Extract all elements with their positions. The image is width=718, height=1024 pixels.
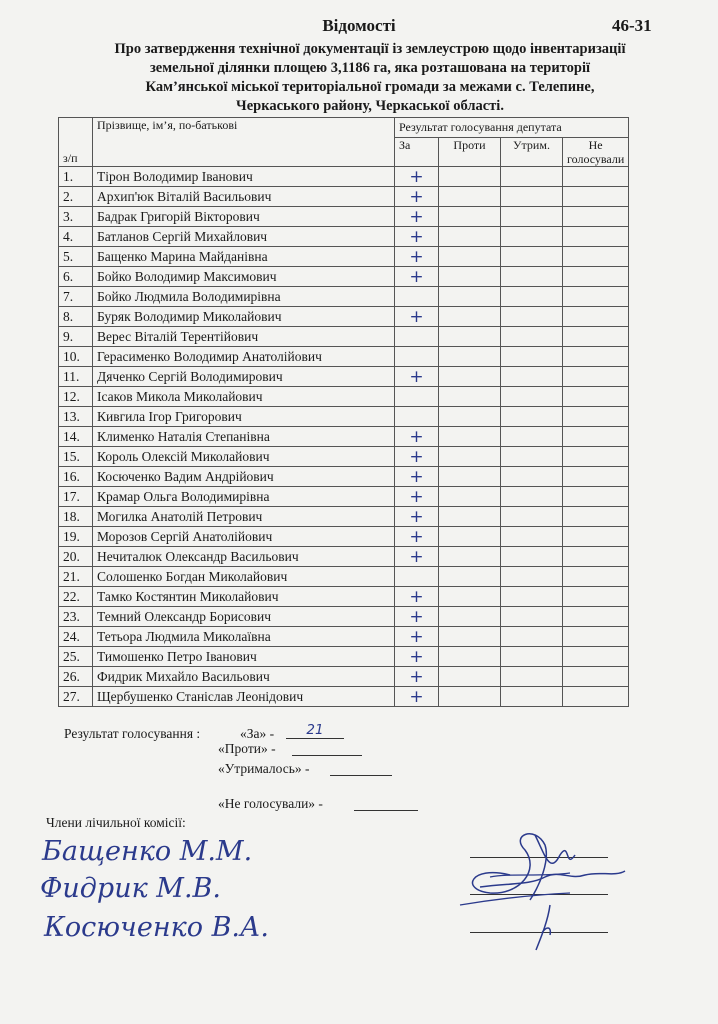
vote-utrym [501, 387, 563, 407]
vote-za: + [395, 367, 439, 387]
header-num: з/п [59, 118, 93, 167]
vote-ne [563, 487, 629, 507]
subtitle-line: Кам’янської міської територіальної громади за межами с. Телепине, [145, 79, 595, 95]
member-name: Морозов Сергій Анатолійович [93, 527, 395, 547]
subtitle-line: Черкаського району, Черкаської області. [236, 98, 504, 114]
vote-utrym [501, 487, 563, 507]
table-header-row [59, 118, 629, 138]
table-row [59, 367, 629, 387]
vote-za: + [395, 667, 439, 687]
row-number: 4. [59, 227, 93, 247]
table-row [59, 607, 629, 627]
vote-za: + [395, 167, 439, 187]
subtitle-line: Про затвердження технічної документації із землеустрою щодо інвентаризації [114, 41, 626, 57]
vote-ne [563, 287, 629, 307]
row-number: 13. [59, 407, 93, 427]
member-name: Тетьора Людмила Миколаївна [93, 627, 395, 647]
row-number: 17. [59, 487, 93, 507]
vote-proty [439, 287, 501, 307]
signature-2: Фидрик М.В. [40, 873, 221, 904]
vote-za [395, 347, 439, 367]
vote-ne [563, 547, 629, 567]
vote-za: + [395, 547, 439, 567]
header-utrym: Утрим. [501, 138, 563, 167]
row-number: 19. [59, 527, 93, 547]
member-name: Солошенко Богдан Миколайович [93, 567, 395, 587]
vote-proty [439, 187, 501, 207]
vote-proty [439, 667, 501, 687]
vote-za [395, 387, 439, 407]
row-number: 16. [59, 467, 93, 487]
row-number: 10. [59, 347, 93, 367]
za-label: «За» - [240, 726, 275, 741]
vote-utrym [501, 567, 563, 587]
vote-za: + [395, 487, 439, 507]
table-row [59, 387, 629, 407]
header-proty: Проти [439, 138, 501, 167]
table-body [59, 167, 629, 707]
vote-ne [563, 207, 629, 227]
table-row [59, 427, 629, 447]
vote-proty [439, 267, 501, 287]
vote-utrym [501, 647, 563, 667]
vote-utrym [501, 687, 563, 707]
vote-ne [563, 427, 629, 447]
za-value: 21 [306, 722, 324, 738]
handwritten-signatures-image [450, 815, 660, 965]
za-line [286, 722, 344, 739]
member-name: Буряк Володимир Миколайович [93, 307, 395, 327]
vote-proty [439, 427, 501, 447]
vote-utrym [501, 267, 563, 287]
vote-ne [563, 507, 629, 527]
table-row [59, 507, 629, 527]
row-number: 20. [59, 547, 93, 567]
vote-proty [439, 447, 501, 467]
vote-za: + [395, 687, 439, 707]
vote-proty [439, 567, 501, 587]
member-name: Фидрик Михайло Васильович [93, 667, 395, 687]
vote-ne [563, 567, 629, 587]
vote-utrym [501, 627, 563, 647]
member-name: Тимошенко Петро Іванович [93, 647, 395, 667]
vote-utrym [501, 307, 563, 327]
vote-proty [439, 347, 501, 367]
vote-ne [563, 307, 629, 327]
table-row [59, 487, 629, 507]
subtitle-line: земельної ділянки площею 3,1186 га, яка розташована на території [149, 60, 591, 76]
row-number: 26. [59, 667, 93, 687]
row-number: 22. [59, 587, 93, 607]
vote-za: + [395, 427, 439, 447]
header-za: За [395, 138, 439, 167]
row-number: 5. [59, 247, 93, 267]
vote-za [395, 407, 439, 427]
member-name: Тамко Костянтин Миколайович [93, 587, 395, 607]
vote-ne [563, 627, 629, 647]
table-row [59, 547, 629, 567]
member-name: Кивгила Ігор Григорович [93, 407, 395, 427]
table-row [59, 627, 629, 647]
vote-proty [439, 507, 501, 527]
table-row [59, 527, 629, 547]
vote-proty [439, 207, 501, 227]
vote-utrym [501, 407, 563, 427]
row-number: 14. [59, 427, 93, 447]
vote-utrym [501, 327, 563, 347]
row-number: 6. [59, 267, 93, 287]
row-number: 12. [59, 387, 93, 407]
header-name: Прізвище, ім’я, по-батькові [93, 118, 395, 167]
row-number: 27. [59, 687, 93, 707]
vote-proty [439, 167, 501, 187]
vote-utrym [501, 527, 563, 547]
voting-table [58, 117, 629, 707]
vote-utrym [501, 607, 563, 627]
vote-utrym [501, 247, 563, 267]
member-name: Тірон Володимир Іванович [93, 167, 395, 187]
vote-proty [439, 627, 501, 647]
vote-ne [563, 467, 629, 487]
vote-proty [439, 227, 501, 247]
vote-za: + [395, 187, 439, 207]
vote-ne [563, 387, 629, 407]
vote-ne [563, 187, 629, 207]
document-number: 46-31 [612, 16, 652, 35]
table-row [59, 667, 629, 687]
member-name: Щербушенко Станіслав Леонідович [93, 687, 395, 707]
vote-ne [563, 587, 629, 607]
utrym-line [330, 760, 392, 776]
vote-utrym [501, 507, 563, 527]
header-ne: Не голосували [563, 138, 629, 167]
proty-line [292, 740, 362, 756]
member-name: Нечиталюк Олександр Васильович [93, 547, 395, 567]
member-name: Темний Олександр Борисович [93, 607, 395, 627]
member-name: Косюченко Вадим Андрійович [93, 467, 395, 487]
vote-proty [439, 387, 501, 407]
document-subtitle [60, 40, 680, 116]
member-name: Бойко Володимир Максимович [93, 267, 395, 287]
member-name: Герасименко Володимир Анатолійович [93, 347, 395, 367]
vote-utrym [501, 547, 563, 567]
vote-za [395, 327, 439, 347]
ne-line [354, 795, 418, 811]
vote-za: + [395, 227, 439, 247]
table-row [59, 647, 629, 667]
proty-label: «Проти» - [218, 741, 276, 756]
table-row [59, 267, 629, 287]
signature-3: Косюченко В.А. [44, 912, 270, 943]
table-row [59, 287, 629, 307]
vote-utrym [501, 367, 563, 387]
table-row [59, 467, 629, 487]
vote-za: + [395, 527, 439, 547]
member-name: Батланов Сергій Михайлович [93, 227, 395, 247]
row-number: 2. [59, 187, 93, 207]
vote-proty [439, 307, 501, 327]
utrym-label: «Утрималось» - [218, 761, 310, 776]
vote-utrym [501, 427, 563, 447]
table-row [59, 247, 629, 267]
vote-za [395, 287, 439, 307]
ne-label: «Не голосували» - [218, 796, 323, 811]
table-row [59, 307, 629, 327]
vote-utrym [501, 187, 563, 207]
row-number: 25. [59, 647, 93, 667]
vote-proty [439, 467, 501, 487]
vote-za: + [395, 647, 439, 667]
vote-proty [439, 247, 501, 267]
vote-za: + [395, 307, 439, 327]
vote-utrym [501, 467, 563, 487]
vote-utrym [501, 447, 563, 467]
row-number: 23. [59, 607, 93, 627]
header-result: Результат голосування депутата [395, 118, 629, 138]
vote-utrym [501, 347, 563, 367]
vote-ne [563, 227, 629, 247]
table-row [59, 327, 629, 347]
row-number: 9. [59, 327, 93, 347]
vote-utrym [501, 167, 563, 187]
vote-za [395, 567, 439, 587]
member-name: Бадрак Григорій Вікторович [93, 207, 395, 227]
vote-proty [439, 487, 501, 507]
member-name: Ісаков Микола Миколайович [93, 387, 395, 407]
vote-proty [439, 587, 501, 607]
member-name: Дяченко Сергій Володимирович [93, 367, 395, 387]
member-name: Крамар Ольга Володимирівна [93, 487, 395, 507]
vote-ne [563, 167, 629, 187]
vote-ne [563, 687, 629, 707]
row-number: 11. [59, 367, 93, 387]
row-number: 8. [59, 307, 93, 327]
vote-utrym [501, 287, 563, 307]
vote-za: + [395, 207, 439, 227]
table-row [59, 587, 629, 607]
row-number: 7. [59, 287, 93, 307]
vote-utrym [501, 587, 563, 607]
table-row [59, 447, 629, 467]
vote-ne [563, 407, 629, 427]
vote-za: + [395, 267, 439, 287]
vote-za: + [395, 607, 439, 627]
vote-proty [439, 407, 501, 427]
vote-utrym [501, 207, 563, 227]
vote-za: + [395, 447, 439, 467]
row-number: 18. [59, 507, 93, 527]
vote-za: + [395, 247, 439, 267]
vote-ne [563, 367, 629, 387]
vote-proty [439, 367, 501, 387]
table-row [59, 167, 629, 187]
vote-ne [563, 667, 629, 687]
vote-ne [563, 347, 629, 367]
vote-ne [563, 447, 629, 467]
vote-proty [439, 527, 501, 547]
row-number: 3. [59, 207, 93, 227]
member-name: Могилка Анатолій Петрович [93, 507, 395, 527]
member-name: Клименко Наталія Степанівна [93, 427, 395, 447]
vote-ne [563, 267, 629, 287]
vote-proty [439, 647, 501, 667]
vote-za: + [395, 507, 439, 527]
vote-proty [439, 327, 501, 347]
member-name: Архип'юк Віталій Васильович [93, 187, 395, 207]
vote-ne [563, 647, 629, 667]
vote-proty [439, 607, 501, 627]
vote-ne [563, 247, 629, 267]
document-title: Відомості [322, 16, 396, 35]
vote-utrym [501, 227, 563, 247]
member-name: Верес Віталій Терентійович [93, 327, 395, 347]
table-row [59, 567, 629, 587]
row-number: 21. [59, 567, 93, 587]
table-row [59, 227, 629, 247]
results-label: Результат голосування : [64, 726, 201, 741]
signature-1: Бащенко М.М. [42, 836, 253, 867]
vote-za: + [395, 467, 439, 487]
vote-proty [439, 687, 501, 707]
row-number: 24. [59, 627, 93, 647]
vote-ne [563, 527, 629, 547]
row-number: 15. [59, 447, 93, 467]
member-name: Король Олексій Миколайович [93, 447, 395, 467]
commission-label: Члени лічильної комісії: [46, 815, 186, 830]
vote-ne [563, 327, 629, 347]
table-row [59, 687, 629, 707]
vote-utrym [501, 667, 563, 687]
vote-za: + [395, 627, 439, 647]
member-name: Бащенко Марина Майданівна [93, 247, 395, 267]
member-name: Бойко Людмила Володимирівна [93, 287, 395, 307]
row-number: 1. [59, 167, 93, 187]
table-row [59, 407, 629, 427]
table-row [59, 347, 629, 367]
vote-za: + [395, 587, 439, 607]
table-row [59, 207, 629, 227]
table-row [59, 187, 629, 207]
vote-proty [439, 547, 501, 567]
vote-ne [563, 607, 629, 627]
